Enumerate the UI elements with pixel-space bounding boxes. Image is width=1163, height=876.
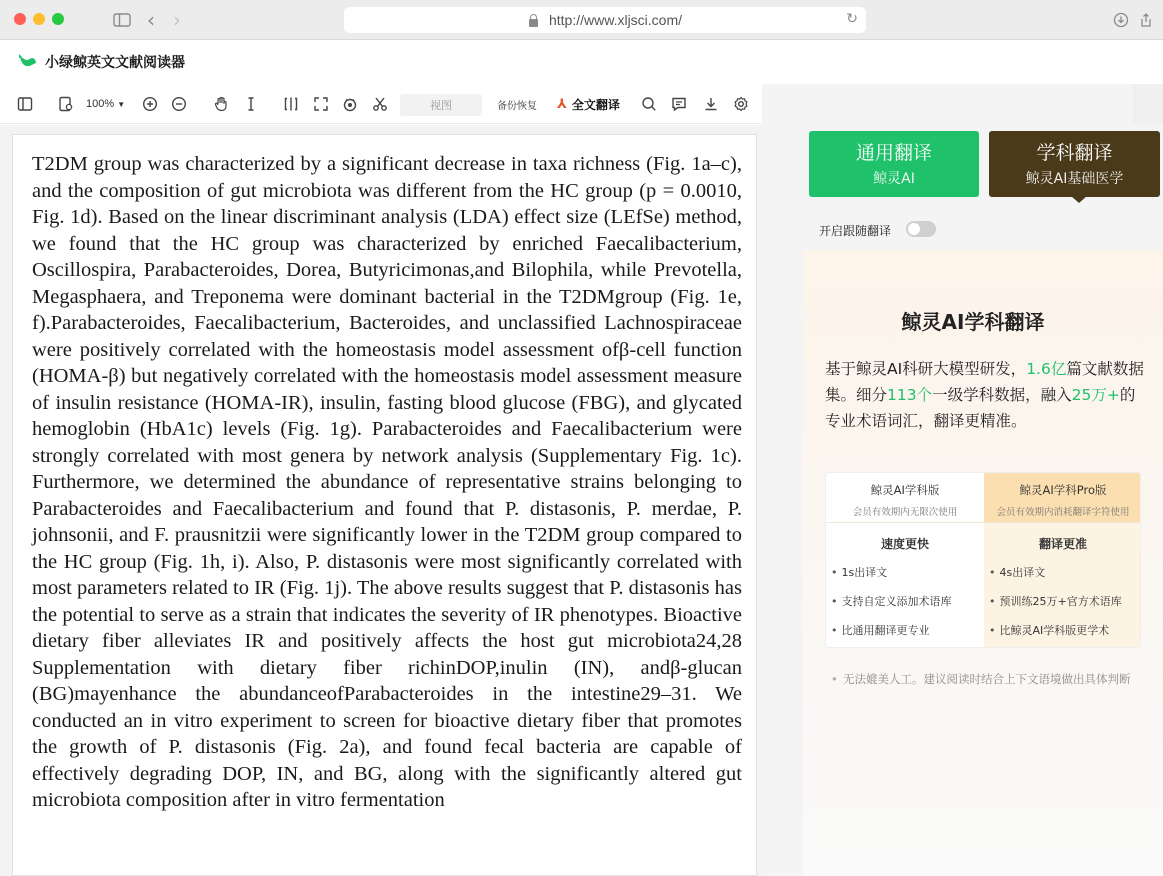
plan-basic-feature: 速度更快 (880, 537, 929, 551)
list-item: • 比鲸灵AI学科版更学术 (989, 623, 1139, 648)
app-header (0, 40, 1163, 84)
download-icon[interactable] (1111, 8, 1131, 32)
list-item: • 支持自定义添加术语库 (831, 594, 981, 623)
tab-subject-label: 学科翻译 (1036, 141, 1113, 164)
page-fit-icon[interactable] (58, 94, 74, 114)
desc-highlight-papers: 1.6亿 (1026, 360, 1067, 378)
plan-pro-note: 会员有效期内消耗翻译字符使用 (996, 507, 1130, 518)
close-window-button[interactable] (14, 13, 26, 25)
comment-icon[interactable] (671, 94, 687, 114)
desc-part-3: 一级学科数据，融入 (932, 386, 1072, 404)
share-icon[interactable] (1136, 8, 1156, 32)
scissors-icon[interactable] (372, 94, 388, 114)
tab-general-sub: 鲸灵AI (873, 170, 915, 187)
sidebar-toggle-icon[interactable] (110, 8, 134, 32)
list-item: • 比通用翻译更专业 (831, 623, 981, 648)
plan-comparison-table (825, 472, 1141, 648)
panel-top-strip (1133, 84, 1163, 124)
document-paragraph[interactable]: T2DM group was characterized by a significant decrease in taxa richness (Fig. 1a–c), and the composition of gut microbiota was different from the HC group (p = 0.0010, Fig. 1d). Based on the linear discriminant analysis (LDA) effect size (LEfSe) method, we found that the HC group was characterized by enriched Faecalibacterium, Oscillospira, Parabacteroides, Dorea, Butyricimonas,and Bilophila, while Prevotella, Megasphaera, and Treponema were dominant bacterial in the T2DMgroup (Fig. 1e, f).Parabacteroides, Faecalibacterium, Bacteroides, and unclassified Lachnospiraceae were positively correlated with the homeostasis model assessment ofβ-cell function (HOMA-β) but negatively correlated with the homeostasis model assessment measure of insulin resistance (HOMA-IR), insulin, fasting blood glucose (FBG), and glycated hemoglobin (HbA1c) levels (Fig. 1g). Parabacteroides and Faecalibacterium were strongly correlated with most genera by network analysis (Supplementary Fig. 1c). Furthermore, we determined the abundance of representative strains belonging to Parabacteroides and Faecalibacterium and found that P. distasonis, P. merdae, P. johnsonii, and F. prausnitzii were significantly lower in the T2DM group compared to the HC group (Fig. 1h, i). Also, P. distasonis were most significantly correlated with most parameters related to IR (Fig. 1j). The above results suggest that P. distasonis has the potential to serve as a strain that indicates the severity of IR phenotypes. Bioactive dietary fiber alleviates IR and positively affects the host gut microbiota24,28 Supplementation with dietary fiber richinDOP,inulin (IN), andβ-glucan (BG)mayenhance the abundanceofParabacteroides in the intestine29–31. We conducted an in vitro experiment to screen for bioactive dietary fiber that promotes the growth of P. distasonis (Fig. 2a), and found fecal bacteria are capable of effectively degrading DOP, IN, and BG, along with the significantly altered gut microbiota composition after in vitro fermentation (32, 153, 742, 811)
split-view-icon[interactable] (283, 94, 299, 114)
zoom-select[interactable] (86, 94, 125, 114)
tab-general-label: 通用翻译 (855, 141, 932, 164)
back-arrow-icon[interactable]: ‹ (147, 8, 155, 32)
download-file-icon[interactable] (703, 94, 719, 114)
text-select-icon[interactable] (243, 94, 259, 114)
follow-translate-toggle[interactable] (906, 221, 936, 237)
eye-care-icon[interactable] (342, 94, 358, 114)
full-translate-button[interactable] (557, 94, 620, 114)
promo-title: 鲸灵AI学科翻译 (901, 310, 1045, 334)
url-text: http://www.xljsci.com/ (548, 12, 683, 28)
translation-disclaimer: • 无法媲美人工。建议阅读时结合上下文语境做出具体判断 (831, 668, 1141, 690)
desc-highlight-disciplines: 113个 (887, 386, 933, 404)
minimize-window-button[interactable] (33, 13, 45, 25)
full-translate-label: 全文翻译 (571, 97, 620, 112)
browser-chrome (0, 0, 1163, 40)
zoom-out-icon[interactable] (171, 94, 187, 114)
list-item: • 4s出译文 (989, 565, 1139, 594)
pdf-page[interactable] (12, 134, 757, 876)
plan-pro-feature: 翻译更准 (1038, 537, 1087, 551)
reader-toolbar (0, 84, 762, 124)
lock-icon (528, 14, 539, 27)
desc-part-2: 篇文献数据集。细分 (825, 360, 1144, 404)
maximize-window-button[interactable] (52, 13, 64, 25)
plan-pro-name: 鲸灵AI学科Pro版 (1019, 483, 1107, 497)
follow-translate-row (803, 208, 1163, 250)
plan-basic-name: 鲸灵AI学科版 (870, 483, 940, 497)
plan-basic-column[interactable] (826, 473, 984, 648)
zoom-value: 100% (86, 98, 115, 110)
plan-basic-header (826, 473, 984, 523)
pdf-translate-icon: ⅄ (557, 96, 567, 112)
view-dropdown[interactable]: 视图 (400, 94, 482, 116)
plan-basic-note: 会员有效期内无限次使用 (852, 507, 958, 518)
zoom-in-icon[interactable] (142, 94, 158, 114)
reload-icon[interactable]: ↻ (846, 11, 858, 27)
promo-description (825, 356, 1145, 434)
desc-highlight-terms: 25万+ (1071, 386, 1120, 404)
active-tab-pointer (1071, 196, 1087, 203)
fullscreen-icon[interactable] (313, 94, 329, 114)
tab-general-translate[interactable] (809, 131, 979, 197)
tab-subject-sub: 鲸灵AI基础医学 (1025, 170, 1124, 187)
whale-logo-icon (18, 52, 38, 70)
plan-pro-column[interactable] (984, 473, 1141, 648)
subject-translate-promo (803, 250, 1163, 876)
settings-gear-icon[interactable] (733, 94, 749, 114)
plan-pro-header (984, 473, 1141, 523)
desc-part-4: 的专业术语词汇，翻译更精准。 (825, 386, 1136, 430)
follow-translate-label: 开启跟随翻译 (819, 224, 892, 238)
chevron-down-icon: ▼ (117, 99, 126, 109)
list-item: • 预训练25万+官方术语库 (989, 594, 1139, 623)
plan-basic-list (831, 565, 981, 648)
address-bar[interactable] (344, 7, 866, 33)
tab-subject-translate[interactable] (989, 131, 1160, 197)
hand-tool-icon[interactable] (213, 94, 229, 114)
desc-part-1: 基于鲸灵AI科研大模型研发， (825, 360, 1027, 378)
forward-arrow-icon[interactable]: › (173, 8, 181, 32)
sidebar-panel-icon[interactable] (17, 94, 33, 114)
plan-pro-list (989, 565, 1139, 648)
search-icon[interactable] (641, 94, 657, 114)
backup-restore-button[interactable]: 备份恢复 (497, 100, 537, 112)
list-item: • 1s出译文 (831, 565, 981, 594)
app-title: 小绿鲸英文文献阅读器 (45, 55, 185, 71)
